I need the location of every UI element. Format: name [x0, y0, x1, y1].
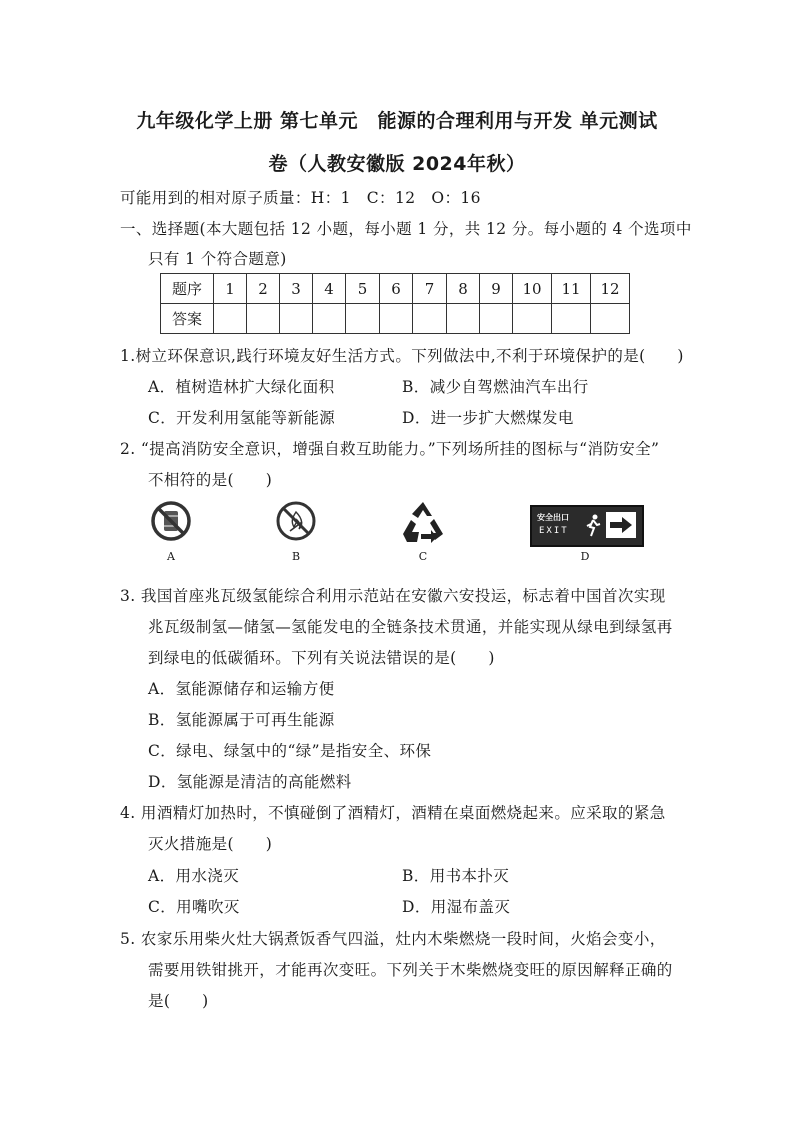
answer-table-label: 答案 — [161, 304, 214, 334]
question-4-option-d: D．用湿布盖灭 — [402, 898, 511, 916]
answer-table-answer-row — [161, 304, 630, 334]
icon-label-b: B — [291, 550, 301, 563]
question-4-stem-line1: 4. 用酒精灯加热时，不慎碰倒了酒精灯，酒精在桌面燃烧起来。应采取的紧急 — [120, 804, 666, 822]
exam-title-line1: 九年级化学上册 第七单元 能源的合理利用与开发 单元测试 — [136, 110, 658, 132]
question-2-stem-line2: 不相符的是( ) — [148, 471, 273, 489]
no-flammable-barrel-icon — [150, 500, 192, 546]
question-3-stem-line2: 兆瓦级制氢—储氢—氢能发电的全链条技术贯通，并能实现从绿电到绿氢再 — [148, 618, 673, 636]
answer-table-label: 题序 — [161, 274, 214, 304]
arrow-right-icon — [606, 512, 636, 538]
answer-cell[interactable] — [591, 304, 630, 334]
question-3-stem-line1: 3. 我国首座兆瓦级氢能综合利用示范站在安徽六安投运，标志着中国首次实现 — [120, 587, 666, 605]
answer-cell[interactable] — [513, 304, 552, 334]
table-cell: 11 — [552, 274, 591, 304]
question-4-option-c: C．用嘴吹灭 — [148, 898, 240, 916]
answer-cell[interactable] — [480, 304, 513, 334]
question-5-stem-line1: 5. 农家乐用柴火灶大锅煮饭香气四溢，灶内木柴燃烧一段时间，火焰会变小， — [120, 930, 666, 948]
question-5-stem-line3: 是( ) — [148, 992, 209, 1010]
answer-cell[interactable] — [247, 304, 280, 334]
answer-cell[interactable] — [413, 304, 447, 334]
section-heading-line1: 一、选择题(本大题包括 12 小题，每小题 1 分，共 12 分。每小题的 4 个选项中 — [120, 220, 692, 238]
table-cell: 9 — [480, 274, 513, 304]
recycling-icon — [399, 500, 447, 548]
question-2-stem-line1: 2. “提高消防安全意识，增强自救互助能力。”下列场所挂的图标与“消防安全” — [120, 440, 660, 458]
question-3-option-c: C．绿电、绿氢中的“绿”是指安全、环保 — [148, 742, 432, 760]
question-1-option-c: C．开发利用氢能等新能源 — [148, 409, 336, 427]
question-3-option-b: B．氢能源属于可再生能源 — [148, 711, 335, 729]
icon-label-a: A — [167, 550, 175, 563]
question-3-option-d: D．氢能源是清洁的高能燃料 — [148, 773, 352, 791]
answer-cell[interactable] — [346, 304, 380, 334]
icon-label-d: D — [580, 550, 590, 563]
table-cell: 12 — [591, 274, 630, 304]
icon-label-c: C — [418, 550, 428, 563]
question-2-icons — [0, 500, 794, 570]
table-cell: 7 — [413, 274, 447, 304]
answer-table-number-row — [161, 274, 630, 304]
running-person-icon — [584, 514, 602, 538]
answer-cell[interactable] — [447, 304, 480, 334]
safety-exit-sign-icon — [530, 505, 644, 547]
table-cell: 4 — [313, 274, 346, 304]
exam-title-line2: 卷（人教安徽版 2024年秋） — [268, 153, 526, 175]
table-cell: 8 — [447, 274, 480, 304]
question-1-stem: 1.树立环保意识,践行环境友好生活方式。下列做法中,不利于环境保护的是( ) — [120, 347, 684, 365]
answer-cell[interactable] — [552, 304, 591, 334]
table-cell: 10 — [513, 274, 552, 304]
question-4-option-b: B．用书本扑灭 — [402, 867, 510, 885]
question-3-option-a: A．氢能源储存和运输方便 — [148, 680, 335, 698]
answer-table — [160, 273, 630, 334]
answer-cell[interactable] — [313, 304, 346, 334]
question-4-option-a: A．用水浇灭 — [148, 867, 240, 885]
atomic-mass-note: 可能用到的相对原子质量：H：1 C：12 O：16 — [120, 189, 481, 207]
section-heading-line2: 只有 1 个符合题意) — [148, 250, 287, 268]
table-cell: 2 — [247, 274, 280, 304]
question-5-stem-line2: 需要用铁钳挑开，才能再次变旺。下列关于木柴燃烧变旺的原因解释正确的 — [148, 961, 673, 979]
table-cell: 1 — [214, 274, 247, 304]
question-3-stem-line3: 到绿电的低碳循环。下列有关说法错误的是( ) — [148, 649, 495, 667]
question-1-option-d: D．进一步扩大燃煤发电 — [402, 409, 574, 427]
question-4-stem-line2: 灭火措施是( ) — [148, 835, 273, 853]
answer-cell[interactable] — [280, 304, 313, 334]
answer-cell[interactable] — [214, 304, 247, 334]
question-1-option-b: B．减少自驾燃油汽车出行 — [402, 378, 589, 396]
exit-sign-cn-text: 安全出口 — [537, 513, 569, 522]
answer-cell[interactable] — [380, 304, 413, 334]
exit-sign-en-text: EXIT — [539, 526, 569, 536]
question-1-option-a: A．植树造林扩大绿化面积 — [148, 378, 335, 396]
table-cell: 6 — [380, 274, 413, 304]
table-cell: 3 — [280, 274, 313, 304]
table-cell: 5 — [346, 274, 380, 304]
no-open-flame-icon — [275, 500, 317, 546]
